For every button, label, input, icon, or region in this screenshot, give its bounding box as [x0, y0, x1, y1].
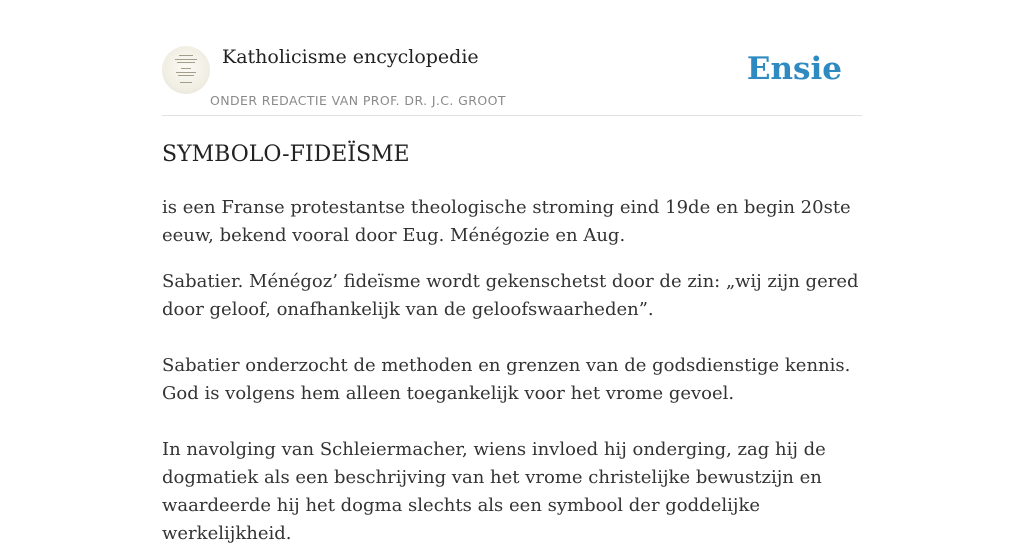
- article: [162, 140, 864, 548]
- article-paragraph: is een Franse protestantse theologische stroming eind 19de en begin 20ste eeuw, bekend vooral door Eug. Ménégozie en Aug.: [162, 197, 851, 246]
- article-paragraph: In navolging van Schleiermacher, wiens invloed hij onderging, zag hij de dogmatiek als een beschrijving van het vrome christelijke bewustzijn en waardeerde hij het dogma slechts als een symbool der goddelijke werkelijkheid.: [162, 439, 826, 544]
- entry-title: SYMBOLO-FIDEÏSME: [162, 142, 410, 167]
- book-title[interactable]: Katholicisme encyclopedie: [222, 46, 479, 68]
- article-paragraph: Sabatier onderzocht de methoden en grenzen van de godsdienstige kennis. God is volgens hem alleen toegankelijk voor het vrome gevoel.: [162, 355, 851, 404]
- book-cover-thumbnail[interactable]: [162, 46, 210, 94]
- editor-credit: ONDER REDACTIE VAN PROF. DR. J.C. GROOT: [210, 93, 506, 108]
- header: [162, 40, 862, 116]
- brand-logo[interactable]: Ensie: [746, 51, 842, 87]
- article-paragraph: Sabatier. Ménégoz’ fideïsme wordt gekenschetst door de zin: „wij zijn gered door geloof, onafhankelijk van de geloofswaarheden”.: [162, 271, 859, 320]
